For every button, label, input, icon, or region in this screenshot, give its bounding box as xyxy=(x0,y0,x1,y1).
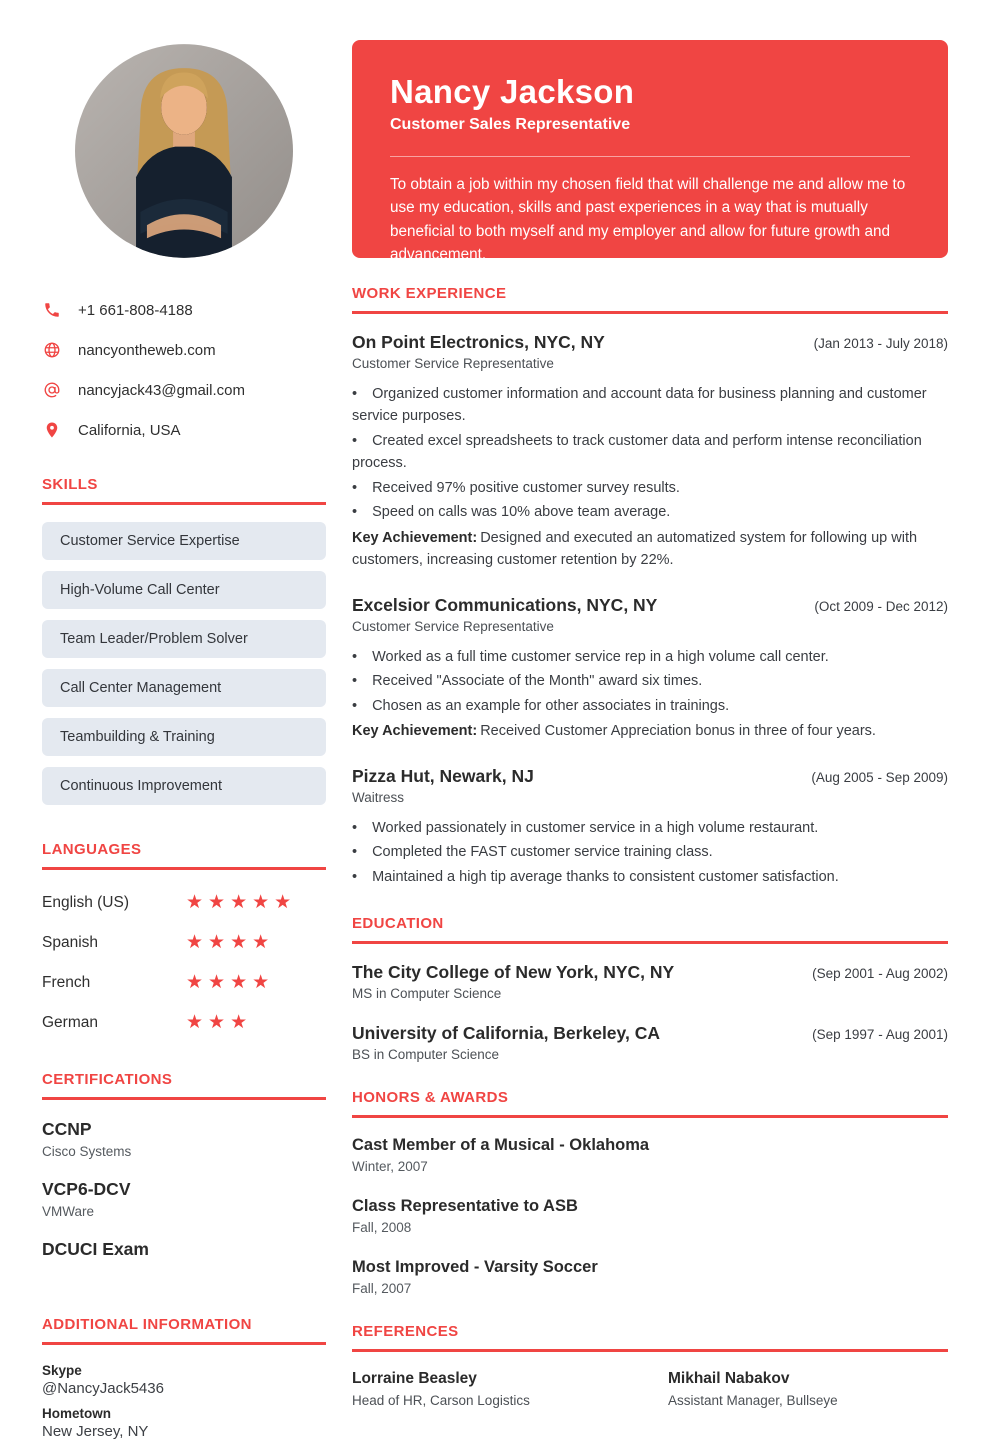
bullet-dot: • xyxy=(352,432,358,449)
education-dates: (Sep 2001 - Aug 2002) xyxy=(812,966,948,982)
certification-org xyxy=(42,1264,326,1280)
job-company: On Point Electronics, NYC, NY xyxy=(352,332,605,352)
sidebar xyxy=(42,0,326,1449)
additional-info-heading-rule xyxy=(42,1342,326,1345)
certification-item xyxy=(42,1239,326,1280)
location-text: California, USA xyxy=(78,421,181,439)
honor-date: Fall, 2008 xyxy=(352,1220,412,1236)
certifications-heading: CERTIFICATIONS xyxy=(42,1071,173,1088)
location-pin-icon xyxy=(42,420,62,440)
language-row xyxy=(42,1010,326,1035)
achievement-text: Received Customer Appreciation bonus in three of four years. xyxy=(480,723,876,740)
job-bullet: • Worked as a full time customer service rep in a high volume call center. xyxy=(352,648,829,665)
reference-role: Assistant Manager, Bullseye xyxy=(668,1393,838,1409)
honors-section xyxy=(352,1089,948,1296)
skill-pill: Teambuilding & Training xyxy=(42,718,326,756)
star-rating: ★★★★ xyxy=(186,932,275,953)
contact-website xyxy=(42,340,326,360)
header-divider xyxy=(390,156,910,157)
school-name: University of California, Berkeley, CA xyxy=(352,1023,660,1044)
job-header xyxy=(352,766,948,787)
bullet-dot: • xyxy=(352,819,358,836)
references-list xyxy=(352,1370,948,1408)
bullet-dot: • xyxy=(352,673,358,690)
honors-heading-rule xyxy=(352,1115,948,1118)
honor-name: Cast Member of a Musical - Oklahoma xyxy=(352,1136,650,1155)
phone-icon xyxy=(42,300,62,320)
additional-info-section xyxy=(42,1316,326,1440)
job-header xyxy=(352,332,948,353)
star-rating: ★★★★★ xyxy=(186,892,297,913)
honors-heading: HONORS & AWARDS xyxy=(352,1089,509,1107)
job-entry xyxy=(352,595,948,743)
job-bullet: • Chosen as an example for other associates in trainings. xyxy=(352,697,730,714)
job-dates: (Aug 2005 - Sep 2009) xyxy=(811,769,948,785)
main-column xyxy=(352,0,948,1408)
education-header xyxy=(352,962,948,983)
education-section xyxy=(352,915,948,1062)
bullet-dot: • xyxy=(352,386,358,402)
language-row xyxy=(42,970,326,995)
additional-info-item xyxy=(42,1363,326,1397)
candidate-title: Customer Sales Representative xyxy=(390,116,631,133)
job-bullet: • Received 97% positive customer survey results. xyxy=(352,479,680,496)
language-name: English (US) xyxy=(42,893,129,911)
contact-location xyxy=(42,420,326,440)
additional-info-label: Hometown xyxy=(42,1406,111,1421)
education-entry xyxy=(352,1023,948,1062)
honor-date: Winter, 2007 xyxy=(352,1159,428,1175)
degree-name: BS in Computer Science xyxy=(352,1047,500,1063)
school-name: The City College of New York, NYC, NY xyxy=(352,962,675,983)
contact-phone xyxy=(42,300,326,320)
contact-list xyxy=(42,300,326,440)
certification-item xyxy=(42,1119,326,1160)
skill-pill: Customer Service Expertise xyxy=(42,522,326,560)
phone-number[interactable]: +1 661-808-4188 xyxy=(78,301,193,319)
job-company: Excelsior Communications, NYC, NY xyxy=(352,594,658,615)
job-header xyxy=(352,595,948,616)
reference-role: Head of HR, Carson Logistics xyxy=(352,1393,530,1409)
job-bullet: • Worked passionately in customer service in a high volume restaurant. xyxy=(352,819,819,836)
job-dates: (Oct 2009 - Dec 2012) xyxy=(814,598,948,614)
certification-name: CCNP xyxy=(42,1119,92,1139)
skills-list xyxy=(42,522,326,805)
honor-date: Fall, 2007 xyxy=(352,1281,412,1297)
certifications-section xyxy=(42,1071,326,1280)
job-bullet: • Organized customer information and account data for business planning and customer service purposes. xyxy=(352,386,927,425)
reference-entry xyxy=(352,1370,668,1408)
job-company: Pizza Hut, Newark, NJ xyxy=(352,765,534,786)
work-experience-heading: WORK EXPERIENCE xyxy=(352,285,507,302)
languages-section xyxy=(42,841,326,1035)
language-row xyxy=(42,890,326,915)
job-bullet: • Maintained a high tip average thanks to consistent customer satisfaction. xyxy=(352,868,839,885)
website-url[interactable]: nancyontheweb.com xyxy=(78,341,216,359)
skill-pill: Continuous Improvement xyxy=(42,767,326,805)
references-heading-rule xyxy=(352,1349,948,1352)
language-row xyxy=(42,930,326,955)
skill-pill: Team Leader/Problem Solver xyxy=(42,620,326,658)
bullet-dot: • xyxy=(352,697,358,714)
at-sign-icon xyxy=(42,380,62,400)
job-bullet: • Completed the FAST customer service training class. xyxy=(352,844,713,861)
certification-org: Cisco Systems xyxy=(42,1144,132,1159)
job-bullet: • Speed on calls was 10% above team average. xyxy=(352,504,671,521)
skills-heading-rule xyxy=(42,502,326,505)
achievement-label: Key Achievement: xyxy=(352,529,478,546)
honor-name: Most Improved - Varsity Soccer xyxy=(352,1258,598,1277)
job-role: Waitress xyxy=(352,789,405,805)
certification-name: DCUCI Exam xyxy=(42,1239,149,1259)
additional-info-item xyxy=(42,1406,326,1440)
job-role: Customer Service Representative xyxy=(352,618,554,634)
languages-list xyxy=(42,890,326,1035)
job-achievement xyxy=(352,527,948,572)
profile-photo xyxy=(72,42,296,260)
email-address[interactable]: nancyjack43@gmail.com xyxy=(78,381,245,399)
skill-pill: High-Volume Call Center xyxy=(42,571,326,609)
education-entry xyxy=(352,962,948,1001)
job-bullet: • Created excel spreadsheets to track customer data and perform intense reconciliation process. xyxy=(352,432,922,472)
star-rating: ★★★ xyxy=(186,1012,253,1033)
bullet-dot: • xyxy=(352,504,358,521)
education-header xyxy=(352,1023,948,1044)
bullet-dot: • xyxy=(352,844,358,861)
languages-heading: LANGUAGES xyxy=(42,841,142,858)
language-name: German xyxy=(42,1013,98,1031)
certification-org: VMWare xyxy=(42,1204,95,1219)
resume-header xyxy=(352,40,948,264)
candidate-name: Nancy Jackson xyxy=(390,73,635,110)
job-entry xyxy=(352,766,948,888)
certification-item xyxy=(42,1179,326,1220)
education-heading: EDUCATION xyxy=(352,915,444,933)
skills-heading: SKILLS xyxy=(42,476,98,493)
additional-info-value: @NancyJack5436 xyxy=(42,1380,164,1397)
job-entry xyxy=(352,332,948,572)
honor-entry xyxy=(352,1136,948,1174)
achievement-label: Key Achievement: xyxy=(352,723,478,740)
skill-pill: Call Center Management xyxy=(42,669,326,707)
bullet-dot: • xyxy=(352,479,358,496)
reference-entry xyxy=(668,1370,948,1408)
honor-entry xyxy=(352,1197,948,1235)
skills-section xyxy=(42,476,326,805)
reference-name: Lorraine Beasley xyxy=(352,1370,477,1388)
honor-name: Class Representative to ASB xyxy=(352,1197,578,1216)
contact-email xyxy=(42,380,326,400)
language-name: Spanish xyxy=(42,933,99,951)
references-heading: REFERENCES xyxy=(352,1323,459,1341)
additional-info-list xyxy=(42,1363,326,1440)
language-name: French xyxy=(42,973,91,991)
references-section xyxy=(352,1323,948,1408)
education-dates: (Sep 1997 - Aug 2001) xyxy=(812,1027,948,1043)
bullet-dot: • xyxy=(352,868,358,885)
job-achievement xyxy=(352,720,948,742)
objective-text: To obtain a job within my chosen field that will challenge me and allow me to use my education, skills and past experiences in a way that is mutually beneficial to both myself and my employer and allow for future growth and advancement. xyxy=(390,176,906,264)
star-rating: ★★★★ xyxy=(186,972,275,993)
bullet-dot: • xyxy=(352,648,358,665)
additional-info-label: Skype xyxy=(42,1363,82,1378)
certifications-heading-rule xyxy=(42,1097,326,1100)
achievement-text: Designed and executed an automatized system for following up with customers, increasing customer retention by 22%. xyxy=(352,529,918,569)
additional-info-value: New Jersey, NY xyxy=(42,1423,149,1440)
degree-name: MS in Computer Science xyxy=(352,986,502,1002)
globe-icon xyxy=(42,340,62,360)
education-heading-rule xyxy=(352,941,948,944)
work-experience-section xyxy=(352,285,948,888)
languages-heading-rule xyxy=(42,867,326,870)
job-role: Customer Service Representative xyxy=(352,356,554,371)
certification-name: VCP6-DCV xyxy=(42,1179,131,1199)
job-bullet: • Received "Associate of the Month" award six times. xyxy=(352,673,703,690)
reference-name: Mikhail Nabakov xyxy=(668,1370,790,1388)
job-dates: (Jan 2013 - July 2018) xyxy=(813,336,948,351)
profile-photo-illustration xyxy=(72,42,296,260)
additional-info-heading: ADDITIONAL INFORMATION xyxy=(42,1316,252,1333)
work-experience-heading-rule xyxy=(352,311,948,314)
honor-entry xyxy=(352,1258,948,1296)
